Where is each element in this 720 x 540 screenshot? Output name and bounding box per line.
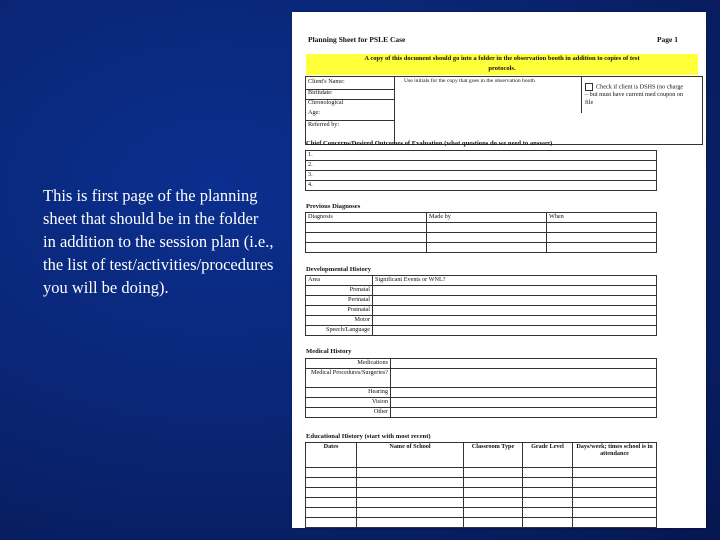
sheet-page-number: Page 1 — [656, 35, 678, 44]
row-label: Other — [306, 408, 391, 418]
table-cell: 1. — [306, 151, 657, 161]
developmental-history-table — [305, 275, 657, 336]
educational-history-title: Educational History (start with most recent) — [306, 433, 431, 440]
table-cell: 2. — [306, 161, 657, 171]
table-header: Area — [306, 276, 373, 286]
divider — [394, 77, 395, 144]
table-row — [306, 488, 657, 498]
table-row — [306, 223, 657, 233]
row-label: Vision — [306, 398, 391, 408]
table-header: Made by — [427, 213, 547, 223]
table-row — [306, 498, 657, 508]
table-row — [306, 408, 657, 418]
table-row — [306, 369, 657, 388]
referred-by-label: Referred by: — [308, 121, 340, 128]
table-row — [306, 296, 657, 306]
table-cell: 4. — [306, 181, 657, 191]
table-row — [306, 316, 657, 326]
table-cell: 3. — [306, 171, 657, 181]
row-label: Postnatal — [306, 306, 373, 316]
row-label: Medications — [306, 359, 391, 369]
birthdate-label: Birthdate: — [308, 89, 333, 96]
table-header: Diagnosis — [306, 213, 427, 223]
planning-sheet-image — [292, 12, 706, 528]
initials-note: Use initials for the copy that goes in the observation booth — [404, 78, 535, 84]
table-row — [306, 233, 657, 243]
highlight-line-2: protocols. — [488, 65, 516, 72]
slide-caption: This is first page of the planning sheet that should be in the folder in addition to the session plan (i.e., the list of test/activities/procedures you will be doing). — [43, 186, 274, 297]
previous-diagnoses-title: Previous Diagnoses — [306, 203, 361, 210]
table-row — [306, 478, 657, 488]
row-label: Motor — [306, 316, 373, 326]
table-row — [306, 171, 657, 181]
highlight-line-1: A copy of this document should go into a folder in the observation booth in addition to copies of test — [364, 55, 640, 62]
table-row — [306, 443, 657, 468]
chief-concerns-title: Chief Concerns/Desired Outcomes of Evaluation (what questions do we need to answer) — [306, 140, 553, 147]
table-row — [306, 306, 657, 316]
client-info-box — [305, 76, 703, 145]
table-row — [306, 518, 657, 528]
row-label: Medical Procedures/Surgeries? — [306, 369, 391, 388]
table-header: Grade Level — [523, 443, 573, 468]
table-row — [306, 508, 657, 518]
table-row — [306, 161, 657, 171]
previous-diagnoses-table — [305, 212, 657, 253]
client-name-label: Client's Name: — [308, 78, 345, 85]
table-row — [306, 388, 657, 398]
table-header: Dates — [306, 443, 357, 468]
table-row — [306, 276, 657, 286]
table-row — [306, 243, 657, 253]
table-header: Name of School — [357, 443, 464, 468]
medical-history-table — [305, 358, 657, 418]
divider — [581, 77, 582, 113]
row-label: Speech/Language — [306, 326, 373, 336]
table-row — [306, 468, 657, 478]
table-header: Significant Events or WNL? — [373, 276, 657, 286]
row-label: Hearing — [306, 388, 391, 398]
row-label: Prenatal — [306, 286, 373, 296]
table-row — [306, 398, 657, 408]
table-row — [306, 181, 657, 191]
dshs-check — [585, 83, 685, 107]
sheet-title: Planning Sheet for PSLE Case — [308, 35, 406, 44]
checkbox-icon — [585, 83, 593, 91]
table-header: Classroom Type — [464, 443, 523, 468]
developmental-history-title: Developmental History — [306, 266, 372, 273]
medical-history-title: Medical History — [306, 348, 352, 355]
row-label: Perinatal — [306, 296, 373, 306]
table-header: Days/week; times school is in attendance — [573, 443, 657, 468]
table-row — [306, 326, 657, 336]
table-row — [306, 286, 657, 296]
table-row — [306, 213, 657, 223]
table-row — [306, 151, 657, 161]
highlight-notice — [306, 54, 698, 75]
dshs-check-text: Check if client is DSHS (no charge – but must have current med coupon on file — [585, 83, 684, 107]
educational-history-table — [305, 442, 657, 528]
age-label: Age: — [308, 109, 321, 116]
table-header: When — [547, 213, 657, 223]
chief-concerns-table — [305, 150, 657, 191]
table-row — [306, 359, 657, 369]
chronological-label: Chronological — [308, 99, 344, 106]
